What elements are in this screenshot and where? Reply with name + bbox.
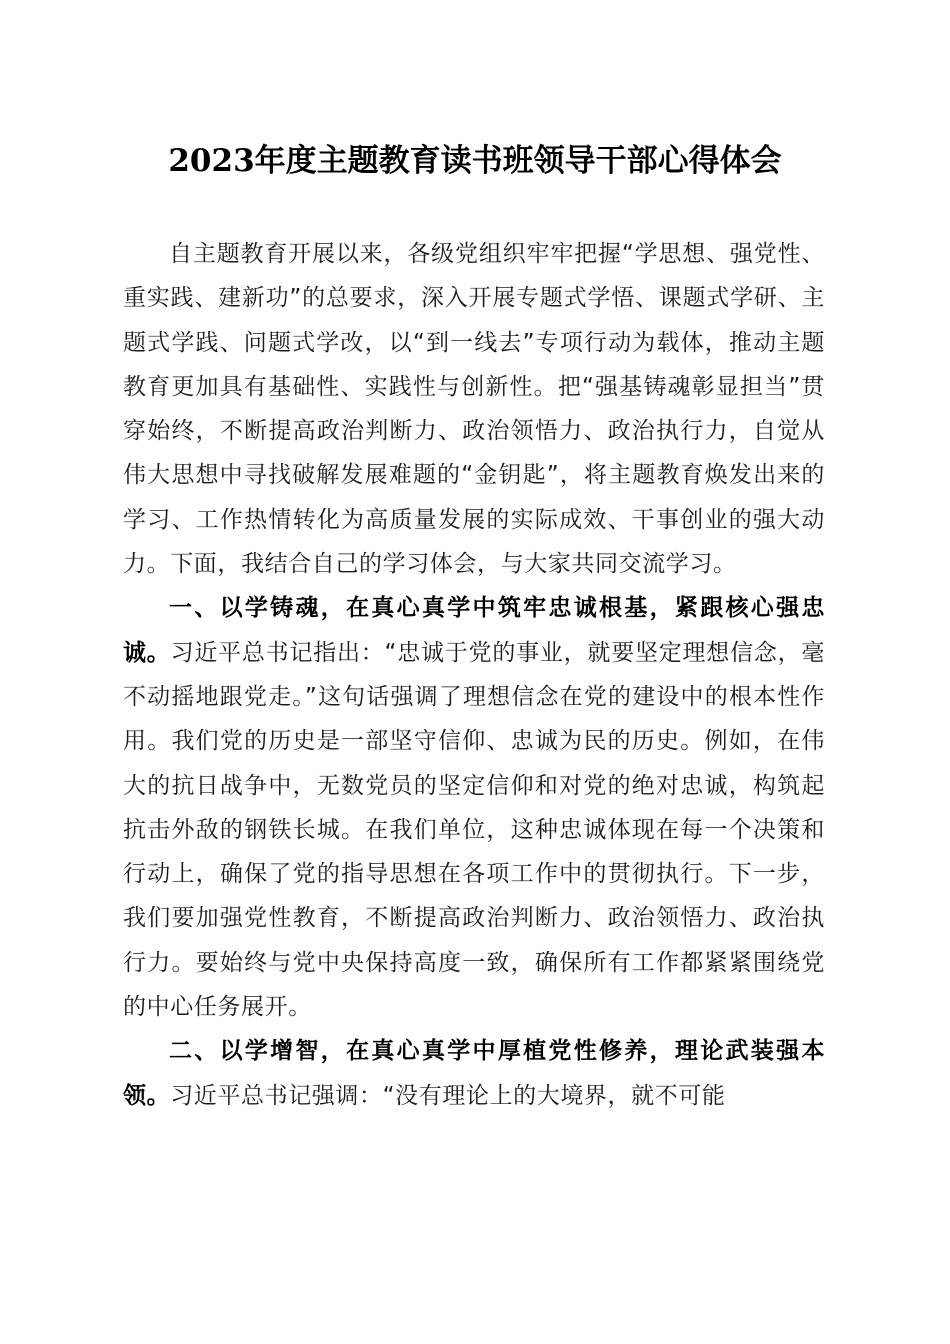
section-2-paragraph	[123, 1029, 825, 1118]
section-2-heading: 二、以学增智，在真心真学中厚植党性修养，理论武装强本领。	[123, 1038, 825, 1109]
section-1-paragraph	[123, 586, 825, 1029]
document-body	[123, 232, 825, 1118]
section-2-text: 习近平总书记强调：“没有理论上的大境界，就不可能	[170, 1082, 726, 1109]
section-1-heading: 一、以学铸魂，在真心真学中筑牢忠诚根基，紧跟核心强忠诚。	[123, 595, 825, 666]
section-1-text: 习近平总书记指出：“忠诚于党的事业，就要坚定理想信念，毫不动摇地跟党走。”这句话强调了理想信念在党的建设中的根本性作用。我们党的历史是一部坚守信仰、忠诚为民的历史。例如，在伟大的抗日战争中，无数党员的坚定信仰和对党的绝对忠诚，构筑起抗击外敌的钢铁长城。在我们单位，这种忠诚体现在每一个决策和行动上，确保了党的指导思想在各项工作中的贯彻执行。下一步，我们要加强党性教育，不断提高政治判断力、政治领悟力、政治执行力。要始终与党中央保持高度一致，确保所有工作都紧紧围绕党的中心任务展开。	[123, 639, 826, 1021]
intro-paragraph: 自主题教育开展以来，各级党组织牢牢把握“学思想、强党性、重实践、建新功”的总要求，深入开展专题式学悟、课题式学研、主题式学践、问题式学改，以“到一线去”专项行动为载体，推动主题教育更加具有基础性、实践性与创新性。把“强基铸魂彰显担当”贯穿始终，不断提高政治判断力、政治领悟力、政治执行力，自觉从伟大思想中寻找破解发展难题的“金钥匙”，将主题教育焕发出来的学习、工作热情转化为高质量发展的实际成效、干事创业的强大动力。下面，我结合自己的学习体会，与大家共同交流学习。	[123, 241, 825, 578]
document-title: 2023年度主题教育读书班领导干部心得体会	[168, 143, 782, 179]
